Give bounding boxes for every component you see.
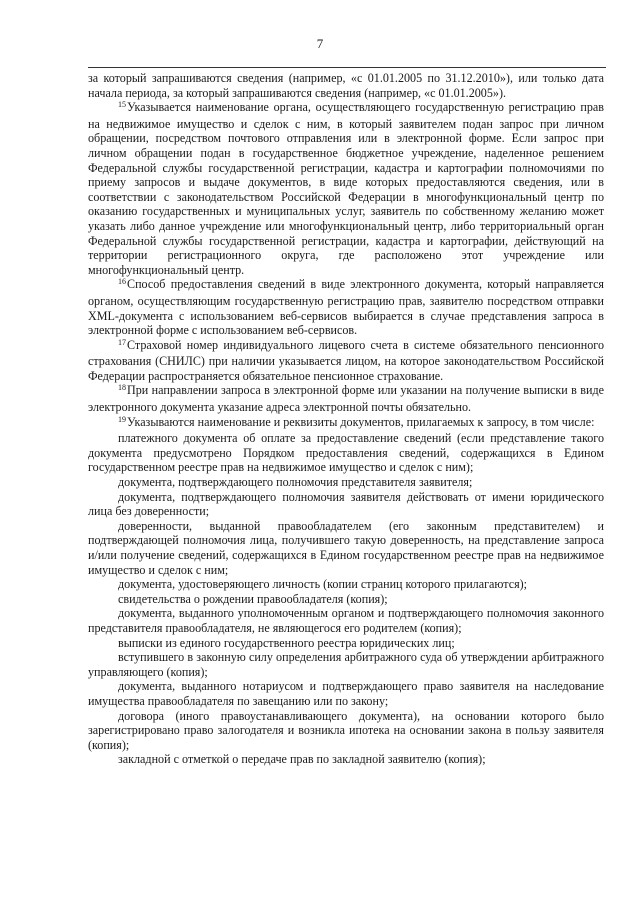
list-item: документа, выданного уполномоченным органом и подтверждающего полномочия законного представителя правообладателя, не являющегося его родителем (копия); xyxy=(88,606,604,635)
list-item: закладной с отметкой о передаче прав по закладной заявителю (копия); xyxy=(118,752,486,767)
paragraph-text: Указываются наименование и реквизиты документов, прилагаемых к запросу, в том числе: xyxy=(127,414,595,429)
list-item: документа, подтверждающего полномочия заявителя действовать от имени юридического лица без доверенности; xyxy=(88,489,604,519)
footnote-16 xyxy=(88,277,604,337)
footnote-marker: 18 xyxy=(118,383,126,393)
footnote-18 xyxy=(88,383,604,414)
document-body xyxy=(88,71,604,767)
list-item: выписки из единого государственного реестра юридических лиц; xyxy=(118,635,455,650)
footnote-17 xyxy=(88,338,604,384)
paragraph-text: Страховой номер индивидуального лицевого счета в системе обязательного пенсионного страхования (СНИЛС) при наличии указывается лицом, на которое законодательством Российской Федерации распространяется обязательное пенсионное страхование. xyxy=(88,337,604,383)
footnote-19 xyxy=(88,415,604,432)
paragraph-continuation xyxy=(88,71,604,100)
paragraph-text: Указывается наименование органа, осуществляющего государственную регистрацию прав на недвижимое имущество и сделок с ним, в который заявителем подан запрос при личном обращении, посредством почтового отправления или в электронной форме. Если запрос при личном обращении подан в государственное бюджетное учреждение, наделенное решением Федеральной службы государственной регистрации, кадастра и картографии полномочиями по приему запросов и выдаче документов, в виде которых предоставляются сведения, или в соответствии с законодательством Российской Федерации в многофункциональный центр по оказанию государственных и муниципальных услуг, заявитель по собственному желанию может указать либо данное учреждение или многофункциональный центр, либо территориальный орган Федеральной службы государственной регистрации, кадастра и картографии, действующий на территории регистрационного округа, где расположено этот учреждение или многофункциональный центр. xyxy=(88,100,604,277)
footnote-marker: 17 xyxy=(118,337,126,347)
footnote-15 xyxy=(88,100,604,277)
header-rule xyxy=(88,67,606,68)
paragraph-text: Способ предоставления сведений в виде электронного документа, который направляется органом, осуществляющим государственную регистрацию прав, заявителю посредством отправки XML-документа с использованием веб-сервисов выбирается в случае представления запроса в электронной форме с использованием веб-сервисов. xyxy=(88,277,604,338)
list-item: договора (иного правоустанавливающего документа), на основании которого было зарегистрировано право залогодателя и возникла ипотека на основании закона в пользу заявителя (копия); xyxy=(88,708,604,752)
footnote-marker: 19 xyxy=(118,414,126,424)
list-item: документа, выданного нотариусом и подтверждающего право заявителя на наследование имущества правообладателя по завещанию или по закону; xyxy=(88,679,604,708)
list-item: свидетельства о рождении правообладателя (копия); xyxy=(118,591,388,606)
list-item: документа, подтверждающего полномочия представителя заявителя; xyxy=(118,475,473,490)
paragraph-text: При направлении запроса в электронной форме или указании на получение выписки в виде электронного документа указание адреса электронной почты обязательно. xyxy=(88,383,604,415)
footnote-marker: 16 xyxy=(118,277,126,287)
footnote-marker: 15 xyxy=(118,100,126,110)
list-item: вступившего в законную силу определения арбитражного суда об утверждении арбитражного управляющего (копия); xyxy=(88,650,604,679)
list-item: доверенности, выданной правообладателем (его законным представителем) и подтверждающей полномочия лица, получившего такую доверенность, на представление запроса и/или получение сведений, содержащихся в Едином государственном реестре прав на недвижимое имущество и сделок с ним; xyxy=(88,518,604,577)
paragraph-text: за который запрашиваются сведения (например, «с 01.01.2005 по 31.12.2010»), или только дата начала периода, за который запрашиваются сведения (например, «с 01.01.2005»). xyxy=(88,71,604,100)
list-item: платежного документа об оплате за предоставление сведений (если представление такого документа предусмотрено Порядком предоставления сведений, содержащихся в Едином государственном реестре прав на недвижимое имущество и сделок с ним); xyxy=(88,431,604,475)
list-item: документа, удостоверяющего личность (копии страниц которого прилагаются); xyxy=(118,577,528,592)
page-number: 7 xyxy=(316,36,324,51)
